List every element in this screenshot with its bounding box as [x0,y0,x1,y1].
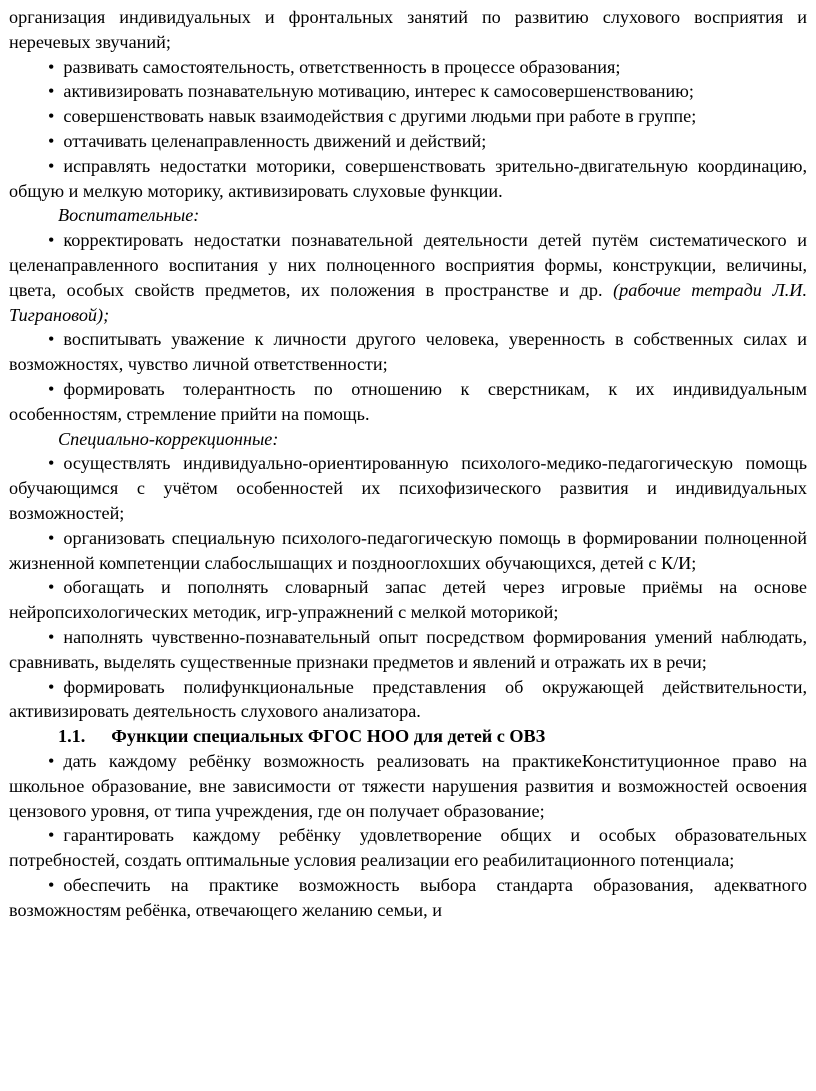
section-heading-text: Воспитательные: [58,205,200,226]
bullet-text: обогащать и пополнять словарный запас детей через игровые приёмы на основе нейропсихологических методик, игр-упражнений с мелкой моторикой; [9,577,807,623]
bullet-icon: • [48,81,55,102]
heading-title: Функции специальных ФГОС НОО для детей с ОВЗ [111,726,546,747]
bullet-text: обеспечить на практике возможность выбора стандарта образования, адекватного возможностям ребёнка, отвечающего желанию семьи, и [9,874,807,920]
bullet-item [9,154,807,204]
bullet-text: организовать специальную психолого-педагогическую помощь в формировании полноценной жизненной компетенции слабослышащих и позднооглохших обучающихся, детей с К/И; [9,527,807,573]
bullet-icon: • [48,825,55,846]
bullet-item [9,228,807,327]
bullet-text: совершенствовать навык взаимодействия с другими людьми при работе в группе; [63,106,697,127]
section-heading-korrekcionnye [9,427,807,452]
bullet-text: наполнять чувственно-познавательный опыт посредством формирования умений наблюдать, сравнивать, выделять существенные признаки предметов и явлений и отражать их в речи; [9,626,807,672]
bullet-icon: • [48,676,55,697]
numbered-section-heading [9,724,807,749]
bullet-text: воспитывать уважение к личности другого человека, уверенность в собственных силах и возможностях, чувство личной ответственности; [9,329,807,375]
bullet-text: активизировать познавательную мотивацию, интерес к самосовершенствованию; [63,81,694,102]
bullet-icon: • [48,329,55,350]
bullet-item [9,377,807,427]
bullet-icon: • [48,453,55,474]
bullet-text: дать каждому ребёнку возможность реализовать на практикеКонституционное право на школьное образование, вне зависимости от тяжести нарушения развития и возможностей освоения цензового уровня, от типа учреждения, где он получает образование; [9,750,807,821]
bullet-text: исправлять недостатки моторики, совершенствовать зрительно-двигательную координацию, общую и мелкую моторику, активизировать слуховые функции. [9,155,807,201]
bullet-icon: • [48,874,55,895]
bullet-icon: • [48,106,55,127]
bullet-item [9,675,807,725]
bullet-icon: • [48,130,55,151]
bullet-item [9,327,807,377]
bullet-icon: • [48,230,55,251]
section-heading-vospitatelnye [9,203,807,228]
bullet-item [9,575,807,625]
bullet-item [9,129,807,154]
bullet-text: корректировать недостатки познавательной деятельности детей путём систематического и целенаправленного воспитания у них полноценного восприятия формы, конструкции, величины, цвета, особых свойств предметов, их положения в пространстве и др. [9,230,807,300]
bullet-item [9,79,807,104]
bullet-icon: • [48,527,55,548]
bullet-icon: • [48,577,55,598]
paragraph-continuation [9,5,807,55]
bullet-text: развивать самостоятельность, ответственность в процессе образования; [63,56,621,77]
paragraph-text: организация индивидуальных и фронтальных занятий по развитию слухового восприятия и неречевых звучаний; [9,7,807,52]
bullet-item [9,451,807,525]
section-heading-text: Специально-коррекционные: [58,428,279,449]
bullet-text: формировать толерантность по отношению к сверстникам, к их индивидуальным особенностям, стремление прийти на помощь. [9,378,807,424]
bullet-item [9,625,807,675]
bullet-item [9,873,807,923]
bullet-item [9,823,807,873]
bullet-text-italic: (рабочие тетради Л.И. Тиграновой); [9,279,807,325]
bullet-text: осуществлять индивидуально-ориентированную психолого-медико-педагогическую помощь обучающимся с учётом особенностей их психофизического развития и индивидуальных возможностей; [9,453,807,523]
bullet-icon: • [48,155,55,176]
bullet-text: формировать полифункциональные представления об окружающей действительности, активизировать деятельность слухового анализатора. [9,676,807,722]
bullet-text: гарантировать каждому ребёнку удовлетворение общих и особых образовательных потребностей, создать оптимальные условия реализации его реабилитационного потенциала; [9,825,807,871]
heading-number: 1.1. [58,726,86,747]
bullet-item [9,526,807,576]
bullet-item [9,749,807,823]
bullet-text: оттачивать целенаправленность движений и действий; [63,130,487,151]
bullet-item [9,104,807,129]
bullet-icon: • [48,626,55,647]
bullet-icon: • [48,378,55,399]
bullet-icon: • [48,56,55,77]
bullet-icon: • [48,750,55,771]
bullet-item [9,55,807,80]
